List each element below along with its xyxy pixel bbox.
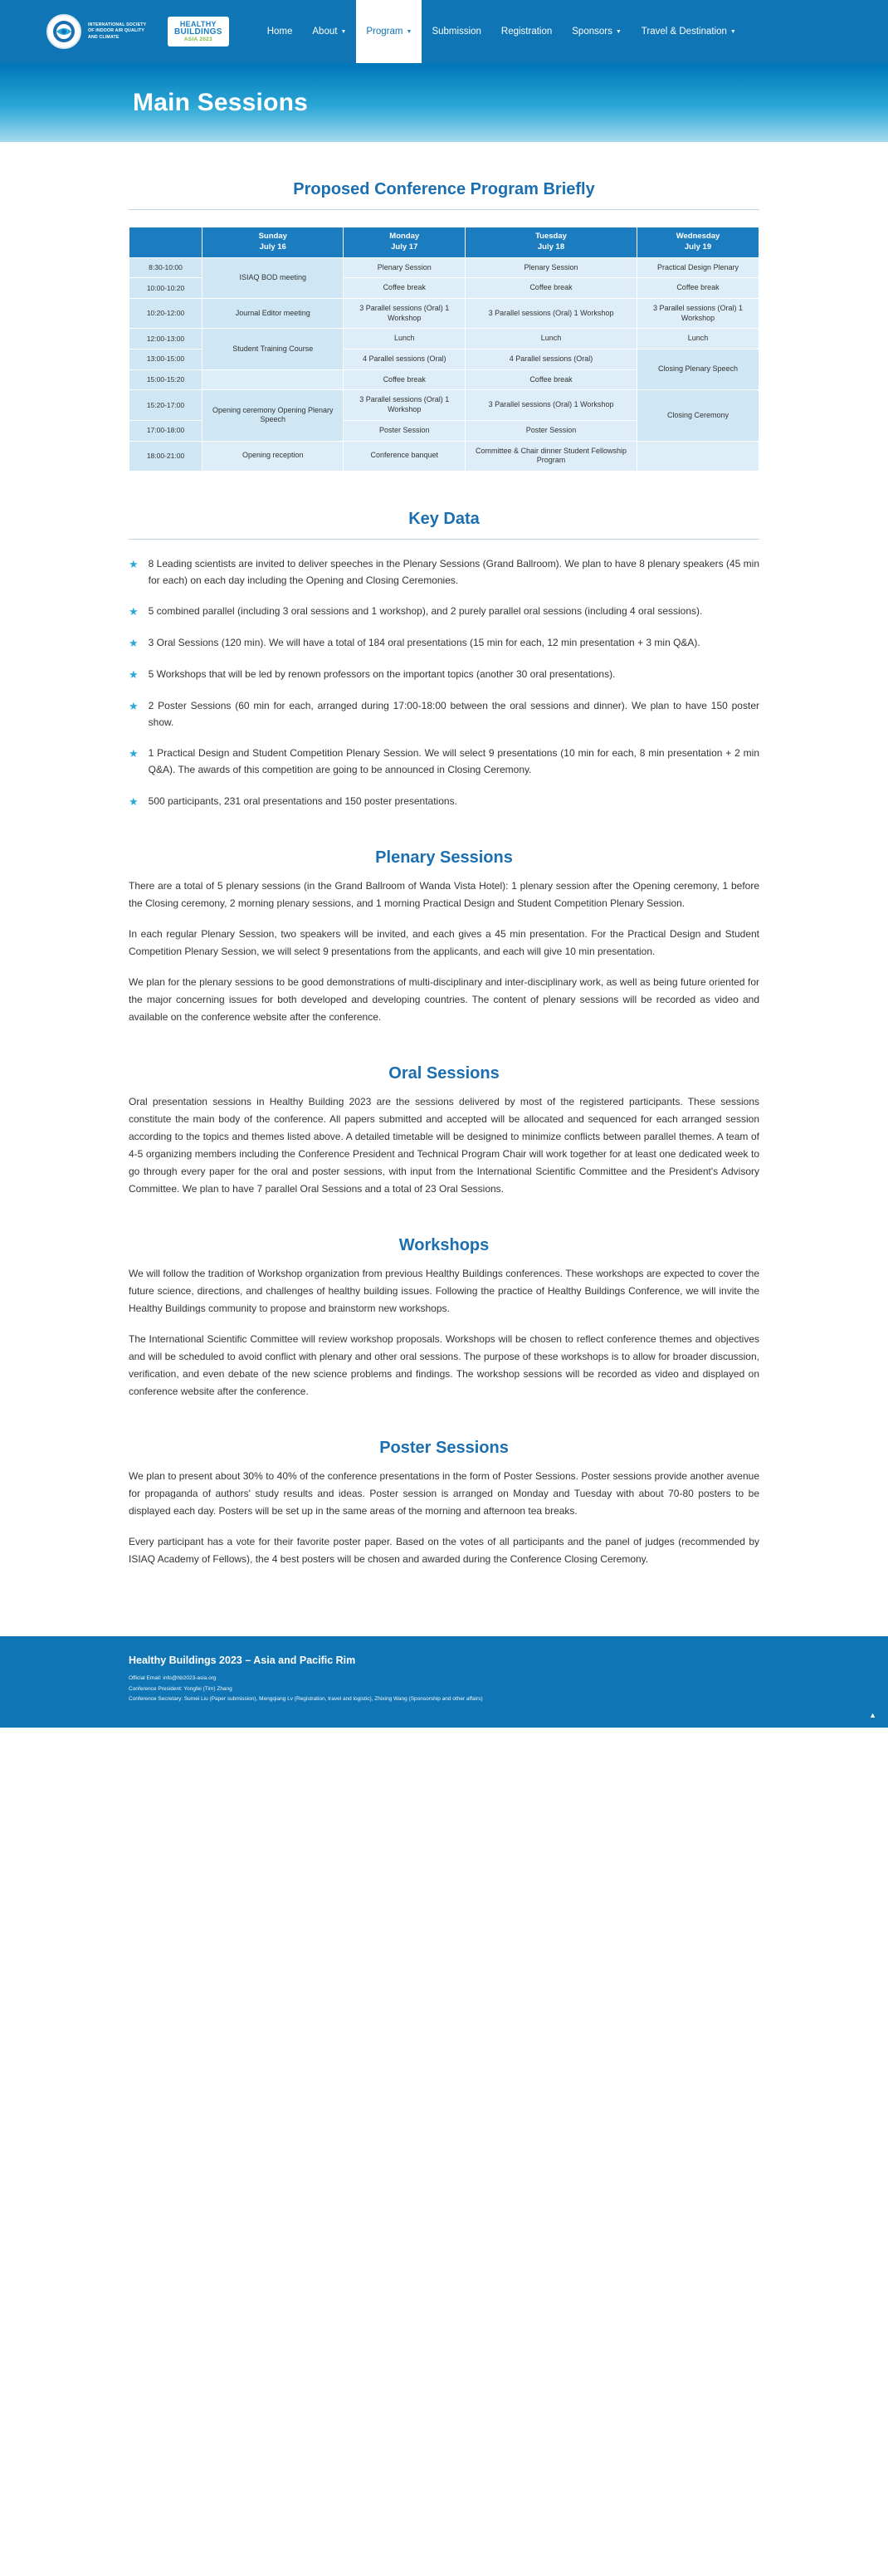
section-title-program: Proposed Conference Program Briefly xyxy=(293,180,595,198)
list-item xyxy=(129,635,759,652)
nav-label-sponsors: Sponsors xyxy=(572,27,612,37)
footer-inner xyxy=(129,1655,759,1703)
cell-monday-8: Conference banquet xyxy=(344,441,466,471)
key-data-text: 8 Leading scientists are invited to deliver speeches in the Plenary Sessions (Grand Ballroom). We plan to have 8 plenary speakers (45 min for each) on each day including the Opening and Closing Ceremonies. xyxy=(148,557,759,586)
hb-logo-line2: BUILDINGS xyxy=(174,27,222,37)
footer-line-email: Official Email: info@hb2023-asia.org xyxy=(129,1674,217,1681)
cell-sunday-opening-ceremony: Opening ceremony Opening Plenary Speech xyxy=(202,390,344,441)
cell-tuesday-1: Coffee break xyxy=(466,278,637,299)
section-title-oral: Oral Sessions xyxy=(388,1063,500,1083)
plenary-paragraph-2: In each regular Plenary Session, two speakers will be invited, and each gives a 45 min presentation. For the Practical Design and Student Competition Plenary Session, we will select 9 presentations from the applicants, and each will give 10 min presentation. xyxy=(129,927,759,957)
cell-wednesday-0: Practical Design Plenary xyxy=(637,257,759,278)
cell-sunday-journal-editor: Journal Editor meeting xyxy=(202,299,344,329)
section-title-key-data: Key Data xyxy=(408,509,480,528)
list-item xyxy=(129,556,759,589)
row-time: 17:00-18:00 xyxy=(129,420,202,441)
row-time: 15:20-17:00 xyxy=(129,390,202,420)
table-col-tuesday xyxy=(466,227,637,258)
nav-item-submission[interactable] xyxy=(422,0,490,63)
list-item xyxy=(129,698,759,731)
footer-line-secretary: Conference Secretary: Sumei Liu (Paper submission), Mengqiang Lv (Registration, travel and logistic), Zhixing Wang (Sponsorship and other affairs) xyxy=(129,1696,483,1703)
cell-sunday-8: Opening reception xyxy=(202,441,344,471)
cell-monday-7: Poster Session xyxy=(344,420,466,441)
cell-sunday-student-training: Student Training Course xyxy=(202,329,344,369)
table-corner-cell xyxy=(129,227,202,258)
cell-tuesday-2: 3 Parallel sessions (Oral) 1 Workshop xyxy=(466,299,637,329)
program-table xyxy=(129,227,759,472)
nav-label-registration: Registration xyxy=(500,27,553,37)
site-footer xyxy=(0,1636,888,1728)
row-time: 12:00-13:00 xyxy=(129,329,202,349)
nav-item-travel[interactable] xyxy=(632,0,746,63)
table-col-monday xyxy=(344,227,466,258)
cell-monday-3: Lunch xyxy=(344,329,466,349)
star-icon: ★ xyxy=(129,747,139,760)
page-content xyxy=(0,180,888,1590)
chevron-down-icon: ▼ xyxy=(340,28,347,35)
key-data-text: 3 Oral Sessions (120 min). We will have a total of 184 oral presentations (15 min for each, 12 min presentation + 3 min Q&A). xyxy=(148,637,700,649)
key-data-text: 500 participants, 231 oral presentations and 150 poster presentations. xyxy=(148,795,457,808)
row-time: 18:00-21:00 xyxy=(129,441,202,471)
star-icon: ★ xyxy=(129,795,139,809)
col-date-tuesday: July 18 xyxy=(537,242,565,252)
list-item xyxy=(129,745,759,779)
row-time: 8:30-10:00 xyxy=(129,257,202,278)
key-data-text: 5 combined parallel (including 3 oral sessions and 1 workshop), and 2 purely parallel oral sessions (including 4 oral sessions). xyxy=(148,605,703,618)
row-time: 15:00-15:20 xyxy=(129,369,202,390)
isiaq-emblem-icon xyxy=(46,14,81,49)
cell-tuesday-0: Plenary Session xyxy=(466,257,637,278)
cell-tuesday-4: 4 Parallel sessions (Oral) xyxy=(466,349,637,370)
list-item xyxy=(129,604,759,620)
plenary-paragraph-1: There are a total of 5 plenary sessions (in the Grand Ballroom of Wanda Vista Hotel): 1 plenary session after the Opening ceremony, 1 before the Closing ceremony, 2 morning plenary sessions, and 1 morning Practical Design and Student Competition Plenary Session. xyxy=(129,879,759,909)
section-title-plenary: Plenary Sessions xyxy=(375,848,513,867)
cell-wednesday-2: 3 Parallel sessions (Oral) 1 Workshop xyxy=(637,299,759,329)
section-title-workshops: Workshops xyxy=(398,1235,490,1254)
star-icon: ★ xyxy=(129,637,139,650)
col-date-wednesday: July 19 xyxy=(684,242,712,252)
col-day-tuesday: Tuesday xyxy=(535,232,567,241)
chevron-down-icon: ▼ xyxy=(729,28,736,35)
page-title: Main Sessions xyxy=(133,88,309,116)
poster-paragraph-2: Every participant has a vote for their favorite poster paper. Based on the votes of all participants and the panel of judges (recommended by ISIAQ Academy of Fellows), the 4 best posters will be chosen and awarded during the Conference Closing Ceremony. xyxy=(129,1535,759,1565)
table-col-sunday xyxy=(202,227,344,258)
cell-wednesday-closing-plenary: Closing Plenary Speech xyxy=(637,349,759,390)
key-data-text: 2 Poster Sessions (60 min for each, arranged during 17:00-18:00 between the oral sessions and dinner). We plan to have 150 poster show. xyxy=(148,699,759,728)
nav-item-program[interactable] xyxy=(356,0,422,63)
nav-item-sponsors[interactable] xyxy=(562,0,632,63)
nav-links xyxy=(257,0,746,63)
col-date-sunday: July 16 xyxy=(259,242,286,252)
table-row xyxy=(129,441,759,471)
cell-sunday-isiaq-bod: ISIAQ BOD meeting xyxy=(202,257,344,298)
col-day-wednesday: Wednesday xyxy=(676,232,720,241)
cell-tuesday-6: 3 Parallel sessions (Oral) 1 Workshop xyxy=(466,390,637,420)
oral-paragraph-1: Oral presentation sessions in Healthy Building 2023 are the sessions delivered by most of the registered participants. These sessions constitute the main body of the conference. All papers submitted and accepted will be allocated and sequenced for each arranged session according to the topics and themes listed above. A detailed timetable will be designed to minimize conflicts between parallel themes. A team of 4-5 organizing members including the Conference President and Technical Program Chair will work together for at least one dedicated week to go through every paper for the oral and poster sessions, with input from the International Scientific Committee and the President's Advisory Committee. We plan to have 7 parallel Oral Sessions and a total of 23 Oral Sessions. xyxy=(129,1095,759,1195)
nav-item-home[interactable] xyxy=(257,0,303,63)
table-col-wednesday xyxy=(637,227,759,258)
col-date-monday: July 17 xyxy=(391,242,418,252)
key-data-text: 5 Workshops that will be led by renown professors on the important topics (another 30 oral presentations). xyxy=(148,668,616,681)
nav-label-about: About xyxy=(312,27,338,37)
table-row xyxy=(129,299,759,329)
cell-monday-1: Coffee break xyxy=(344,278,466,299)
nav-label-submission: Submission xyxy=(432,27,481,37)
nav-label-travel: Travel & Destination xyxy=(641,27,727,37)
top-navbar xyxy=(0,0,888,63)
cell-monday-5: Coffee break xyxy=(344,369,466,390)
key-data-text: 1 Practical Design and Student Competition Plenary Session. We will select 9 presentations (10 min for each, 8 min presentation + 2 min Q&A). The awards of this competition are going to be announced in Closing Ceremony. xyxy=(148,747,759,776)
cell-wednesday-1: Coffee break xyxy=(637,278,759,299)
col-day-sunday: Sunday xyxy=(258,232,287,241)
poster-paragraph-1: We plan to present about 30% to 40% of the conference presentations in the form of Poster Sessions. Poster sessions provide another avenue for propaganda of authors' study results and ideas. Poster session is arranged on Monday and Tuesday with about 70-80 posters to be displayed each day. Posters will be set up in the same areas of the morning and afternoon tea breaks. xyxy=(129,1469,759,1517)
key-data-list xyxy=(129,556,759,810)
isiaq-logo-text: INTERNATIONAL SOCIETY OF INDOOR AIR QUALITY AND CLIMATE xyxy=(88,22,147,40)
list-item xyxy=(129,667,759,683)
table-row xyxy=(129,390,759,420)
cell-tuesday-7: Poster Session xyxy=(466,420,637,441)
cell-monday-4: 4 Parallel sessions (Oral) xyxy=(344,349,466,370)
plenary-paragraph-3: We plan for the plenary sessions to be good demonstrations of multi-disciplinary and inter-disciplinary work, as well as being future oriented for the major concerning issues for both developed and developing countries. The content of plenary sessions will be recorded as video and available on the conference website after the conference. xyxy=(129,975,759,1023)
cell-sunday-5 xyxy=(202,369,344,390)
star-icon: ★ xyxy=(129,699,139,712)
cell-tuesday-8: Committee & Chair dinner Student Fellowship Program xyxy=(466,441,637,471)
hb-logo-line1: HEALTHY xyxy=(179,19,217,28)
page-hero xyxy=(0,63,888,142)
table-row xyxy=(129,257,759,278)
chevron-down-icon: ▼ xyxy=(406,28,412,35)
table-row xyxy=(129,329,759,349)
hb-logo-line3: ASIA 2023 xyxy=(183,36,212,42)
star-icon: ★ xyxy=(129,557,139,570)
nav-label-home: Home xyxy=(266,27,293,37)
cell-monday-6: 3 Parallel sessions (Oral) 1 Workshop xyxy=(344,390,466,420)
nav-item-about[interactable] xyxy=(302,0,356,63)
logo-group xyxy=(46,14,229,49)
section-title-poster: Poster Sessions xyxy=(379,1438,509,1457)
workshop-paragraph-1: We will follow the tradition of Workshop organization from previous Healthy Buildings conferences. These workshops are expected to cover the future science, directions, and challenges of healthy building issues. Following the practice of Healthy Buildings Conference, we will invite the Healthy Buildings community to propose and brainstorm new workshops. xyxy=(129,1267,759,1314)
footer-wrapper xyxy=(0,1636,888,1728)
cell-tuesday-3: Lunch xyxy=(466,329,637,349)
isiaq-logo[interactable] xyxy=(46,14,153,49)
divider xyxy=(129,209,759,210)
star-icon: ★ xyxy=(129,605,139,618)
nav-item-registration[interactable] xyxy=(491,0,562,63)
cell-wednesday-3: Lunch xyxy=(637,329,759,349)
divider xyxy=(129,539,759,540)
star-icon: ★ xyxy=(129,668,139,682)
cell-wednesday-8 xyxy=(637,441,759,471)
row-time: 10:00-10:20 xyxy=(129,278,202,299)
scroll-to-top-icon[interactable]: ▲ xyxy=(869,1711,876,1720)
cell-monday-2: 3 Parallel sessions (Oral) 1 Workshop xyxy=(344,299,466,329)
cell-monday-0: Plenary Session xyxy=(344,257,466,278)
col-day-monday: Monday xyxy=(389,232,420,241)
footer-title: Healthy Buildings 2023 – Asia and Pacific Rim xyxy=(129,1654,356,1666)
table-header-row xyxy=(129,227,759,258)
workshop-paragraph-2: The International Scientific Committee will review workshop proposals. Workshops will be chosen to reflect conference themes and objectives and will be scheduled to avoid conflict with plenary and other oral sessions. The purpose of these workshops is to allow for broader discussion, verification, and even debate of the new science problems and findings. The workshop sessions will be recorded as video and displayed on conference website after the conference. xyxy=(129,1332,759,1397)
cell-wednesday-closing-ceremony: Closing Ceremony xyxy=(637,390,759,441)
nav-label-program: Program xyxy=(366,27,403,37)
healthy-buildings-logo[interactable] xyxy=(168,17,229,47)
cell-tuesday-5: Coffee break xyxy=(466,369,637,390)
footer-line-president: Conference President: Yongfei (Tim) Zhang xyxy=(129,1685,232,1692)
row-time: 10:20-12:00 xyxy=(129,299,202,329)
row-time: 13:00-15:00 xyxy=(129,349,202,370)
list-item xyxy=(129,794,759,810)
chevron-down-icon: ▼ xyxy=(615,28,622,35)
